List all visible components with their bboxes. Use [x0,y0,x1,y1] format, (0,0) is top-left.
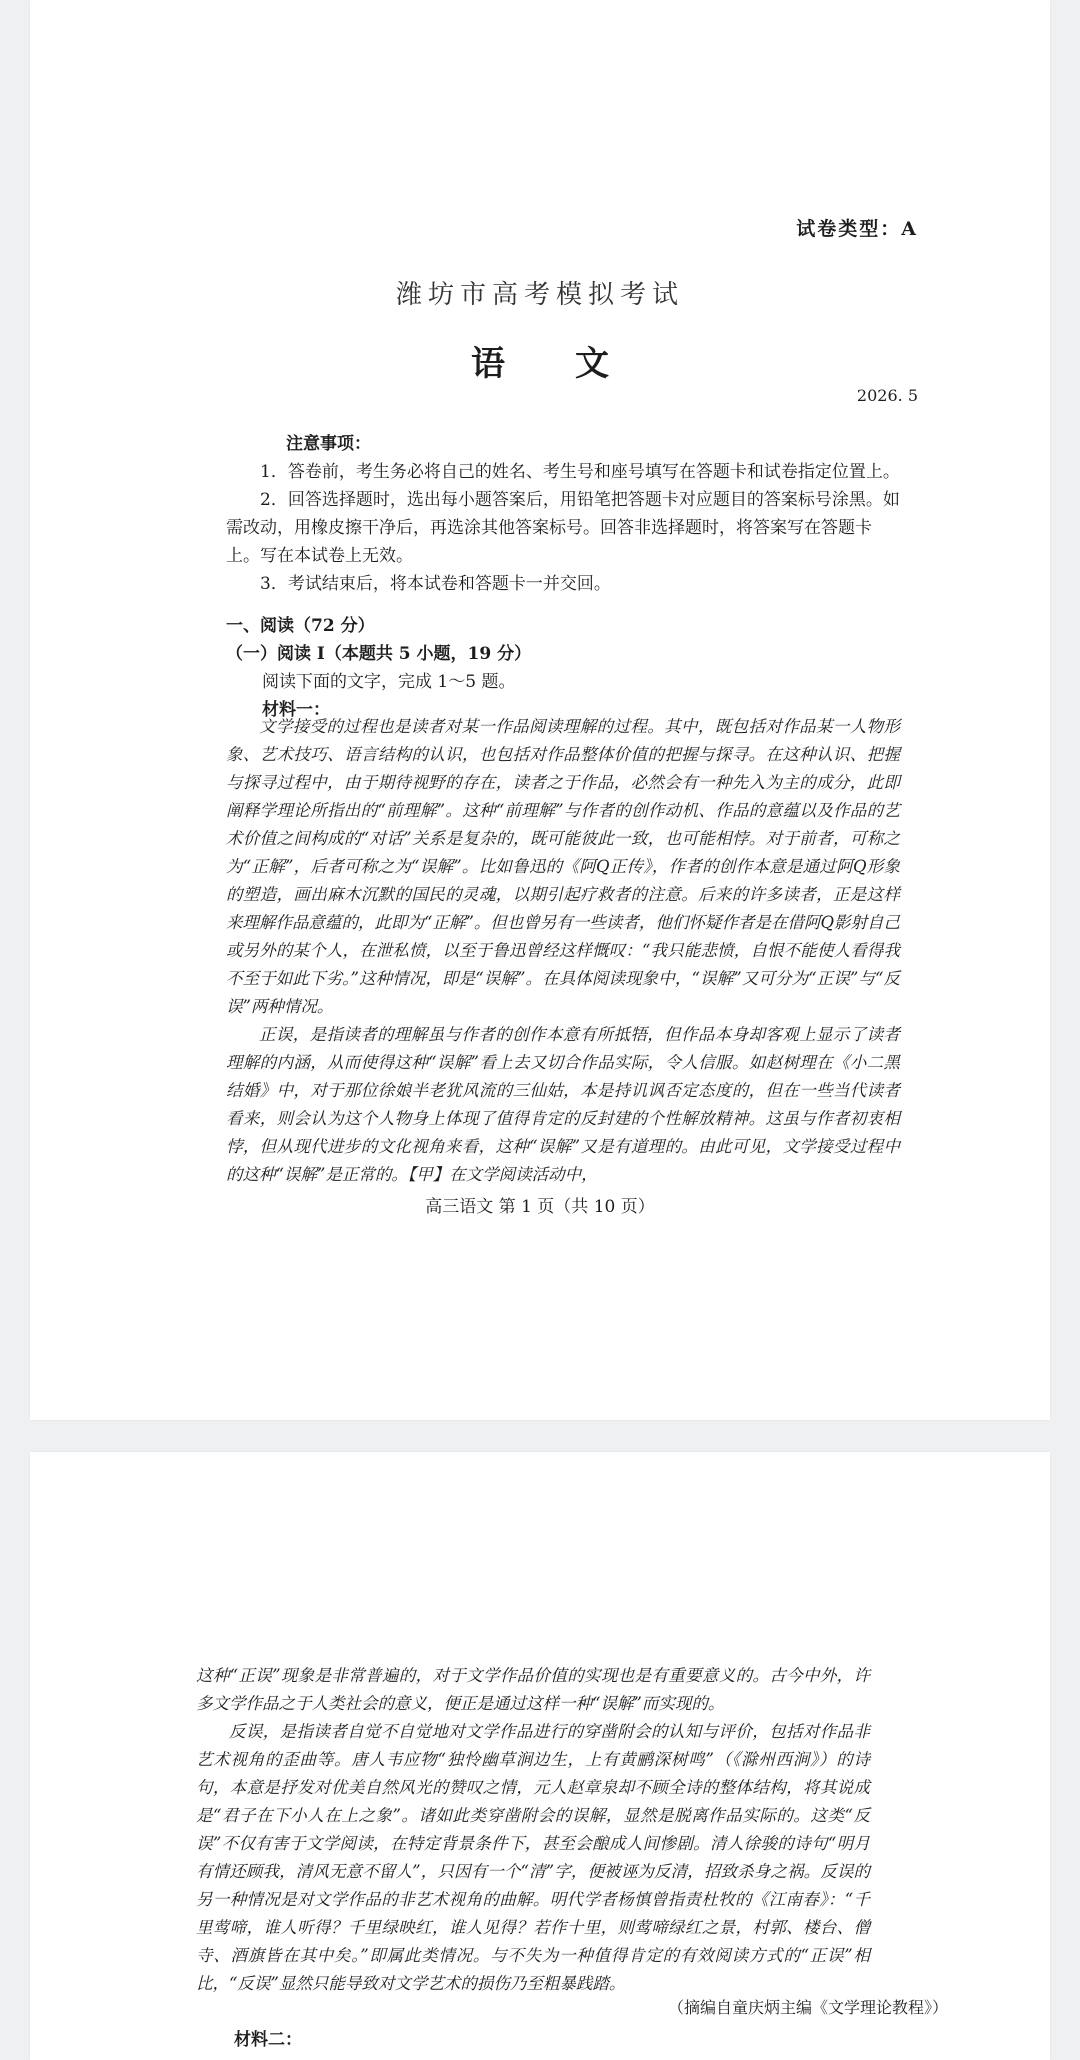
subsection-heading: （一）阅读 I（本题共 5 小题，19 分） [226,644,532,664]
exam-title: 潍坊市高考模拟考试 [395,280,684,310]
reading-instruction: 阅读下面的文字，完成 1～5 题。 [262,672,516,692]
passage-paragraph: 正误，是指读者的理解虽与作者的创作本意有所抵牾，但作品本身却客观上显示了读者理解的内涵，从而使得这种“误解”看上去又切合作品实际，令人信服。如赵树理在《小二黑结婚》中，对于那位徐娘半老犹风流的三仙姑，本是持讥讽否定态度的，但在一些当代读者看来，则会认为这个人物身上体现了值得肯定的反封建的个性解放精神。这虽与作者初衷相悖，但从现代进步的文化视角来看，这种“误解”又是有道理的。由此可见，文学接受过程中的这种“误解”是正常的。【甲】在文学阅读活动中， [226,1025,900,1184]
notes-heading: 注意事项： [286,434,371,454]
exam-page-1 [30,0,1050,1420]
note-item: 2．回答选择题时，选出每小题答案后，用铅笔把答题卡对应题目的答案标号涂黑。如需改动，用橡皮擦干净后，再选涂其他答案标号。回答非选择题时，将答案写在答题卡上。写在本试卷上无效。 [226,490,900,566]
note-item: 3．考试结束后，将本试卷和答题卡一并交回。 [260,574,611,594]
note-item: 1．答卷前，考生务必将自己的姓名、考生号和座号填写在答题卡和试卷指定位置上。 [260,462,900,482]
page-footer: 高三语文 第 1 页（共 10 页） [425,1197,655,1217]
passage-text [226,713,900,1189]
passage-paragraph: 这种“正误”现象是非常普遍的，对于文学作品价值的实现也是有重要意义的。古今中外，许多文学作品之于人类社会的意义，便正是通过这样一种“误解”而实现的。 [196,1666,870,1713]
material-label: 材料一： [262,700,330,720]
section-header-block [226,612,900,724]
subject-title: 语文 [471,344,679,384]
notes-block [226,430,900,598]
exam-date: 2026. 5 [856,386,918,405]
passage-text-continued [196,1662,870,1998]
paper-type-label: 试卷类型：A [796,218,918,240]
passage-paragraph: 文学接受的过程也是读者对某一作品阅读理解的过程。其中，既包括对作品某一人物形象、艺术技巧、语言结构的认识，也包括对作品整体价值的把握与探寻。在这种认识、把握与探寻过程中，由于期待视野的存在，读者之于作品，必然会有一种先入为主的成分，此即阐释学理论所指出的“前理解”。这种“前理解”与作者的创作动机、作品的意蕴以及作品的艺术价值之间构成的“对话”关系是复杂的，既可能彼此一致，也可能相悖。对于前者，可称之为“正解”，后者可称之为“误解”。比如鲁迅的《阿Q正传》，作者的创作本意是通过阿Q形象的塑造，画出麻木沉默的国民的灵魂，以期引起疗救者的注意。后来的许多读者，正是这样来理解作品意蕴的，此即为“正解”。但也曾另有一些读者，他们怀疑作者是在借阿Q影射自己或另外的某个人，在泄私愤，以至于鲁迅曾经这样慨叹：“我只能悲愤，自恨不能使人看得我不至于如此下劣。”这种情况，即是“误解”。在具体阅读现象中，“误解”又可分为“正误”与“反误”两种情况。 [226,717,900,1016]
passage-paragraph: 反误，是指读者自觉不自觉地对文学作品进行的穿凿附会的认知与评价，包括对作品非艺术视角的歪曲等。唐人韦应物“独怜幽草涧边生，上有黄鹂深树鸣”（《滁州西涧》）的诗句，本意是抒发对优美自然风光的赞叹之情，元人赵章泉却不顾全诗的整体结构，将其说成是“君子在下小人在上之象”。诸如此类穿凿附会的误解，显然是脱离作品实际的。这类“反误”不仅有害于文学阅读，在特定背景条件下，甚至会酿成人间惨剧。清人徐骏的诗句“明月有情还顾我，清风无意不留人”，只因有一个“清”字，便被诬为反清，招致杀身之祸。反误的另一种情况是对文学作品的非艺术视角的曲解。明代学者杨慎曾指责杜牧的《江南春》：“千里莺啼，谁人听得？千里绿映红，谁人见得？若作十里，则莺啼绿红之景，村郭、楼台、僧寺、酒旗皆在其中矣。”即属此类情况。与不失为一种值得肯定的有效阅读方式的“正误”相比，“反误”显然只能导致对文学艺术的损伤乃至粗暴践踏。 [196,1722,870,1993]
material-2-label: 材料二： [234,2030,302,2050]
source-citation: （摘编自童庆炳主编《文学理论教程》） [667,1998,948,2017]
section-heading: 一、阅读（72 分） [226,616,375,636]
